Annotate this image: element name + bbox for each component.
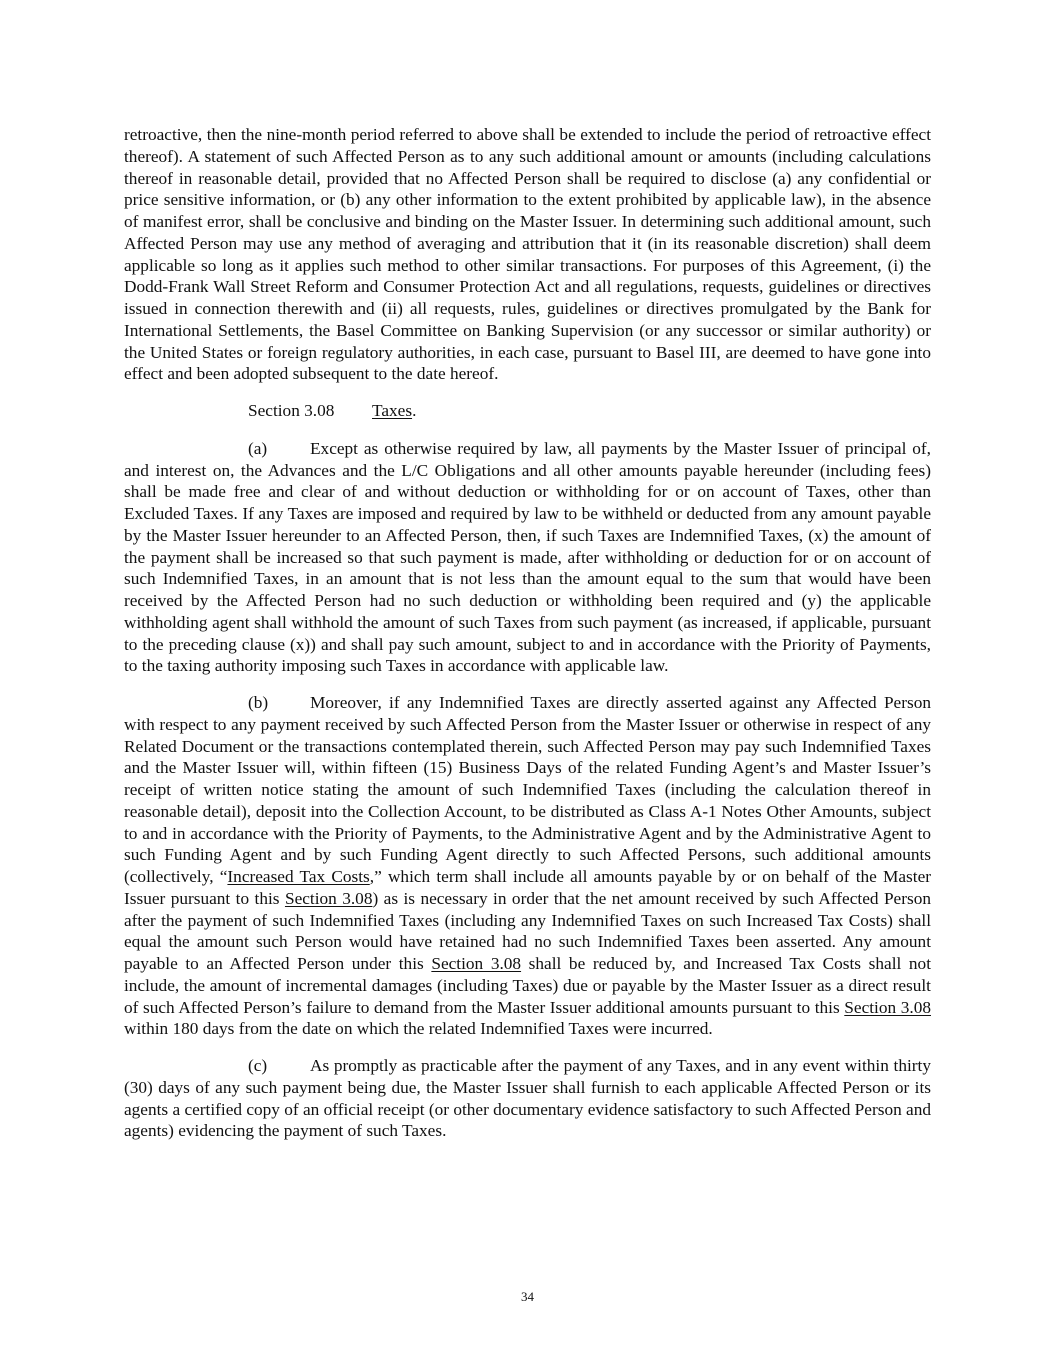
paragraph-c <box>124 1055 931 1142</box>
paragraph-c-text: As promptly as practicable after the payment of any Taxes, and in any event within thirty (30) days of any such payment being due, the Master Issuer shall furnish to each applicable Affected Person or its agents a certified copy of an official receipt (or other documentary evidence satisfactory to such Affected Person and agents) evidencing the payment of such Taxes. <box>124 1056 931 1141</box>
section-title: Taxes <box>372 401 413 420</box>
section-title-punct: . <box>412 401 417 420</box>
paragraph-a-marker: (a) <box>248 438 268 458</box>
continuation-paragraph: retroactive, then the nine-month period referred to above shall be extended to include the period of retroactive effect thereof). A statement of such Affected Person as to any such additional amount or amounts (including calculations thereof in reasonable detail, provided that no Affected Person shall be required to disclose (a) any confidential or price sensitive information, or (b) any other information to the extent prohibited by applicable law), in the absence of manifest error, shall be conclusive and binding on the Master Issuer. In determining such additional amount, such Affected Person may use any method of averaging and attribution that it (in its reasonable discretion) shall deem applicable so long as it applies such method to other similar transactions. For purposes of this Agreement, (i) the Dodd-Frank Wall Street Reform and Consumer Protection Act and all regulations, requests, guidelines or directives issued in connection therewith and (ii) all requests, rules, guidelines or directives promulgated by the Bank for International Settlements, the Basel Committee on Banking Supervision (or any successor or similar authority) or the United States or foreign regulatory authorities, in each case, pursuant to Basel III, are deemed to have gone into effect and been adopted subsequent to the date hereof. <box>124 125 931 384</box>
section-reference: Section 3.08 <box>284 888 373 908</box>
paragraph-b-text-1: Moreover, if any Indemnified Taxes are directly asserted against any Affected Person with respect to any payment received by such Affected Person from the Master Issuer or otherwise in respect of any Related Document or the transactions contemplated therein, such Affected Person may pay such Indemnified Taxes and the Master Issuer will, within fifteen (15) Business Days of the related Funding Agent’s and Master Issuer’s receipt of written notice stating the amount of such Indemnified Taxes (including the calculation thereof in reasonable detail), deposit into the Collection Account, to be distributed as Class A-1 Notes Other Amounts, subject to and in accordance with the Priority of Payments, to the Administrative Agent and by the Administrative Agent to such Funding Agent and by such Funding Agent directly to such Affected Persons, such additional amounts (collectively, “ <box>124 693 931 886</box>
section-reference: Section 3.08 <box>844 997 931 1017</box>
paragraph-a <box>124 438 931 677</box>
paragraph-c-marker: (c) <box>248 1056 268 1075</box>
paragraph-b-marker: (b) <box>248 693 269 712</box>
paragraph-a-text: Except as otherwise required by law, all payments by the Master Issuer of principal of, and interest on, the Advances and the L/C Obligations and all other amounts payable hereunder (including fees) shall be made free and clear of and without deduction or withholding for or on account of Taxes, other than Excluded Taxes. If any Taxes are imposed and required by law to be withheld or deducted from any amount payable by the Master Issuer hereunder to an Affected Person, then, if such Taxes are Indemnified Taxes, (x) the amount of the payment shall be increased so that such payment is made, after withholding or deduction for or on account of such Indemnified Taxes, in an amount that is not less than the amount equal to the sum that would have been received by the Affected Person had no such deduction or withholding been required and (y) the applicable withholding agent shall withhold the amount of such Taxes from such payment (as increased, if applicable, pursuant to the preceding clause (x)) and shall pay such amount, subject to and in accordance with the Priority of Payments, to the taxing authority imposing such Taxes in accordance with applicable law. <box>124 438 931 676</box>
paragraph-b-text-5: within 180 days from the date on which the related Indemnified Taxes were incurred. <box>124 1019 713 1039</box>
paragraph-b-text-2: ,” which term shall include all amounts payable by or on behalf of the Master Issuer pursuant to this <box>124 867 931 908</box>
paragraph-b <box>124 692 931 1040</box>
section-heading <box>124 400 931 422</box>
page-number: 34 <box>521 1289 534 1304</box>
section-reference: Section 3.08 <box>431 954 522 973</box>
defined-term-increased-tax-costs: Increased Tax Costs <box>227 867 370 886</box>
section-number: Section 3.08 <box>248 401 335 420</box>
paragraph-b-text-4: shall be reduced by, and Increased Tax Costs shall not include, the amount of incremental damages (including Taxes) due or payable by the Master Issuer as a direct result of such Affected Person’s failure to demand from the Master Issuer additional amounts pursuant to this <box>124 954 931 1017</box>
paragraph-b-text-3: ) as is necessary in order that the net amount received by such Affected Person after the payment of such Indemnified Taxes (including any Indemnified Taxes on such Increased Tax Costs) shall equal the amount such Person would have retained had no such Indemnified Taxes been asserted. Any amount payable to an Affected Person under this <box>124 888 931 973</box>
document-page <box>124 124 931 1157</box>
